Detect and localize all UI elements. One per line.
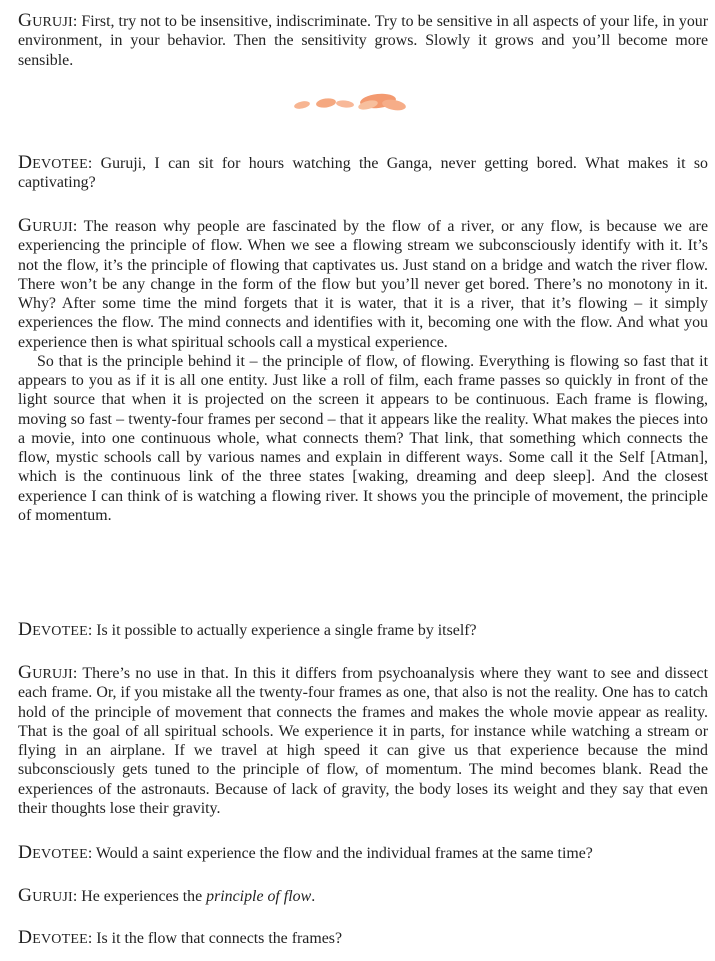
dialogue-block <box>18 886 708 906</box>
dialogue-continuation: So that is the principle behind it – the principle of flow, of flowing. Everything is flowing so fast that it appears to you as if it is all one entity. Just like a roll of film, each frame passes so quickly in front of the light source that when it is projected on the screen it appears to be continuous. Each frame is flowing, moving so fast – twenty-four frames per second – that it appears like the reality. What makes the pieces into a movie, into one continuous whole, what connects them? That link, that something which connects the flow, mystic schools call by various names and explain in different ways. Some call it the Self [Atman], which is the continuous link of the three states [waking, dreaming and deep sleep]. And the closest experience I can think of is watching a flowing river. It shows you the principle of movement, the principle of momentum. <box>18 352 708 524</box>
dialogue-paragraph <box>18 216 708 352</box>
speaker-name: Guruji <box>18 215 73 236</box>
dialogue-text: : Would a saint experience the flow and the individual frames at the same time? <box>87 845 593 862</box>
dialogue-block <box>18 620 708 640</box>
dialogue-text: : Is it the flow that connects the frames? <box>87 930 342 947</box>
dialogue-paragraph <box>18 11 708 70</box>
petals-ornament-icon <box>290 88 410 118</box>
dialogue-paragraph <box>18 886 708 906</box>
dialogue-block <box>18 928 708 948</box>
speaker-name: Guruji <box>18 885 73 906</box>
dialogue-paragraph <box>18 663 708 818</box>
speaker-name: Guruji <box>18 10 73 31</box>
dialogue-block <box>18 216 708 525</box>
speaker-name: Guruji <box>18 662 73 683</box>
dialogue-block <box>18 153 708 193</box>
speaker-name: Devotee <box>18 619 88 640</box>
dialogue-block <box>18 843 708 863</box>
dialogue-paragraph <box>18 620 708 640</box>
dialogue-text: : Guruji, I can sit for hours watching the Ganga, never getting bored. What makes it so captivating? <box>18 155 708 192</box>
dialogue-paragraph <box>18 843 708 863</box>
dialogue-paragraph <box>18 928 708 948</box>
speaker-name: Devotee <box>18 842 88 863</box>
dialogue-block <box>18 11 708 70</box>
dialogue-text-end: . <box>311 888 316 905</box>
dialogue-text: : Is it possible to actually experience a single frame by itself? <box>87 622 477 639</box>
dialogue-emphasis: principle of flow <box>206 888 312 905</box>
dialogue-paragraph <box>18 153 708 193</box>
dialogue-block <box>18 663 708 818</box>
speaker-name: Devotee <box>18 152 88 173</box>
dialogue-text: : There’s no use in that. In this it differs from psychoanalysis where they want to see and dissect each frame. Or, if you mistake all the twenty-four frames as one, that also is not the reality. One has to catch hold of the principle of movement that connects the frames and makes the whole movie appear as reality. That is the goal of all spiritual schools. We experience it in parts, for instance while watching a stream or flying in an airplane. If we travel at high speed it can give us that experience because the mind subconsciously gets tuned to the principle of flow, of momentum. The mind becomes blank. Read the experiences of the astronauts. Because of lack of gravity, the body loses its weight and they say that even their thoughts lose their gravity. <box>18 665 708 817</box>
dialogue-text: : He experiences the <box>72 888 207 905</box>
dialogue-text: : First, try not to be insensitive, indiscriminate. Try to be sensitive in all aspects of your life, in your environment, in your behavior. Then the sensitivity grows. Slowly it grows and you’ll become more sensible. <box>18 13 708 69</box>
speaker-name: Devotee <box>18 927 88 948</box>
dialogue-text: : The reason why people are fascinated by the flow of a river, or any flow, is because we are experiencing the principle of flow. When we see a flowing stream we subconsciously identify with it. It’s not the flow, it’s the principle of flowing that captivates us. Just stand on a bridge and watch the river flow. There won’t be any change in the form of the flow but you’ll never get bored. There’s no monotony in it. Why? After some time the mind forgets that it is water, that it is a river, that it’s flowing – it simply experiences the flow. The mind connects and identifies with it, becoming one with the flow. And what you experience then is what spiritual schools call a mystical experience. <box>18 218 708 351</box>
